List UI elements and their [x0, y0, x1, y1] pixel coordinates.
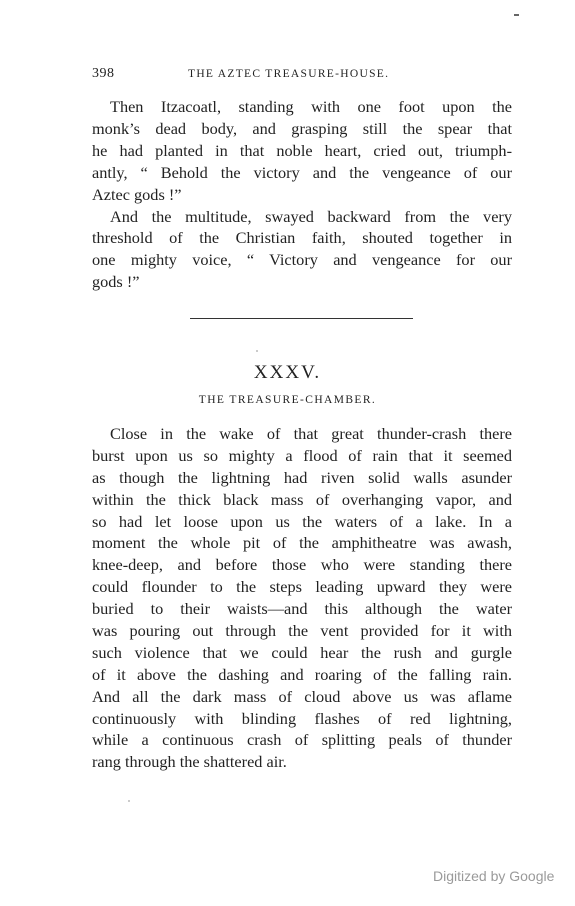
text-line: could flounder to the steps leading upward they were	[92, 577, 512, 597]
text-line: antly, “ Behold the victory and the vengeance of our	[92, 162, 512, 182]
text-line: Close in the wake of that great thunder-crash there	[110, 424, 512, 443]
text-line: continuously with blinding flashes of red lightning,	[92, 708, 512, 728]
paper-speck	[128, 800, 130, 802]
digitized-watermark: Digitized by Google	[433, 868, 555, 884]
text-line: threshold of the Christian faith, shouted together in	[92, 228, 512, 248]
chapter-paragraph	[92, 423, 512, 773]
text-line: buried to their waists—and this although the water	[92, 599, 512, 619]
text-line: so had let loose upon us the waters of a lake. In a	[92, 511, 512, 531]
page-number: 398	[92, 66, 115, 81]
text-line: he had planted in that noble heart, cried out, triumph-	[92, 140, 512, 160]
section-divider	[190, 318, 413, 319]
text-line: such violence that we could hear the rush and gurgle	[92, 642, 512, 662]
chapter-title: THE TREASURE-CHAMBER.	[198, 394, 377, 406]
text-line: was pouring out through the vent provided for it with	[92, 621, 512, 641]
text-line: one mighty voice, “ Victory and vengeance for our	[92, 250, 512, 270]
text-line: Then Itzacoatl, standing with one foot upon the	[110, 97, 512, 116]
scan-mark	[514, 14, 519, 16]
running-header	[92, 66, 512, 84]
text-line: rang through the shattered air.	[92, 752, 287, 772]
paragraph-1	[92, 96, 512, 205]
text-line: of it above the dashing and roaring of the falling rain.	[92, 664, 512, 684]
paper-speck	[256, 350, 258, 352]
text-line: while a continuous crash of splitting peals of thunder	[92, 730, 512, 750]
chapter-number: XXXV.	[253, 362, 322, 383]
text-line: Aztec gods !”	[92, 184, 182, 204]
text-line: moment the whole pit of the amphitheatre was awash,	[92, 533, 512, 553]
text-line: knee-deep, and before those who were standing there	[92, 555, 512, 575]
text-line: as though the lightning had riven solid walls asunder	[92, 467, 512, 487]
paragraph-2	[92, 206, 512, 294]
text-line: within the thick black mass of overhanging vapor, and	[92, 489, 512, 509]
running-title: THE AZTEC TREASURE-HOUSE.	[188, 68, 390, 80]
text-line: burst upon us so mighty a flood of rain that it seemed	[92, 445, 512, 465]
text-line: monk’s dead body, and grasping still the spear that	[92, 118, 512, 138]
text-line: And the multitude, swayed backward from the very	[110, 206, 512, 226]
text-line: gods !”	[92, 272, 140, 292]
text-line: And all the dark mass of cloud above us was aflame	[92, 686, 512, 706]
